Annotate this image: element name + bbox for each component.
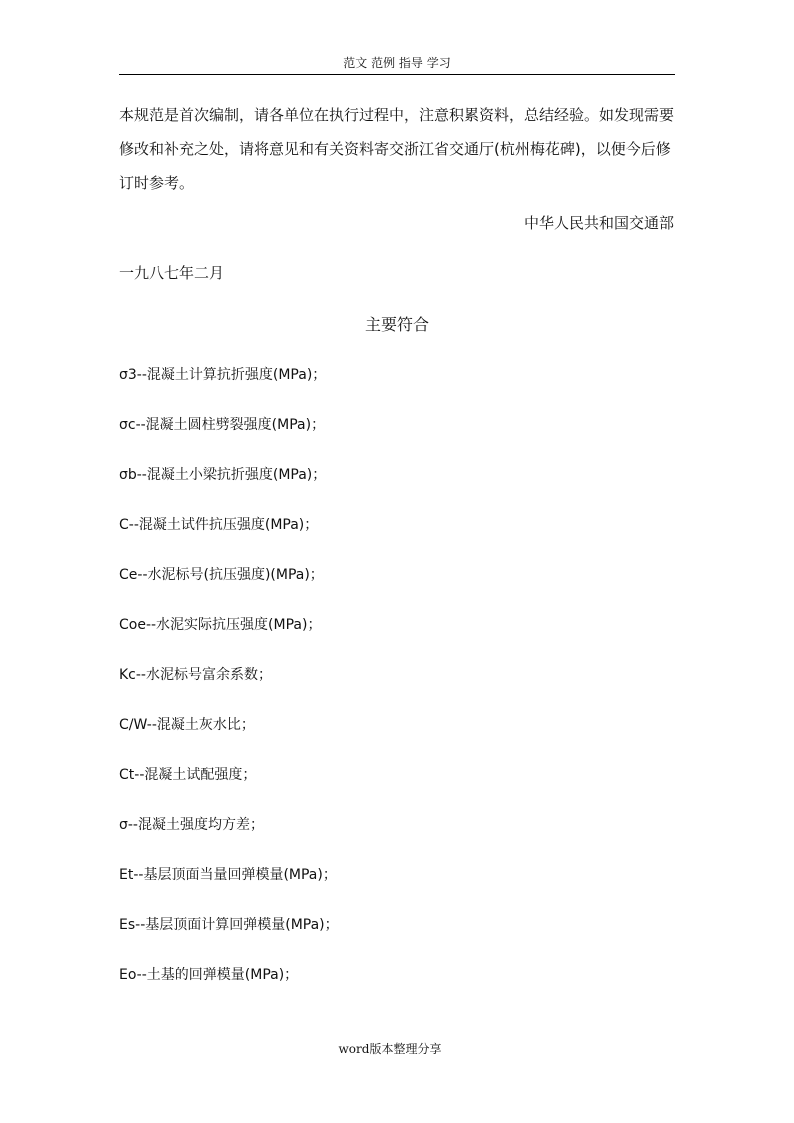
symbol-item: Es--基层顶面计算回弹模量(MPa)； — [119, 917, 339, 933]
symbol-item: σc--混凝土圆柱劈裂强度(MPa)； — [119, 417, 326, 433]
symbol-item: C/W--混凝土灰水比； — [119, 717, 255, 733]
symbol-item: σ--混凝土强度均方差； — [119, 817, 264, 833]
symbol-item: Kc--水泥标号富余系数； — [119, 667, 272, 683]
page-header — [119, 56, 675, 75]
symbol-item: Eo--土基的回弹模量(MPa)； — [119, 967, 299, 983]
signature-org: 中华人民共和国交通部 — [523, 214, 674, 232]
symbol-item: C--混凝土试件抗压强度(MPa)； — [119, 517, 319, 533]
header-text: 范文 范例 指导 学习 — [343, 56, 451, 70]
symbol-item: σb--混凝土小梁抗折强度(MPa)； — [119, 467, 327, 483]
page-footer: word版本整理分享 — [338, 1042, 442, 1056]
symbol-item: Ct--混凝土试配强度； — [119, 767, 257, 783]
signature-date: 一九八七年二月 — [119, 264, 225, 282]
symbol-item: Coe--水泥实际抗压强度(MPa)； — [119, 617, 322, 633]
symbol-item: Ce--水泥标号(抗压强度)(MPa)； — [119, 567, 324, 583]
symbol-list — [119, 362, 339, 1012]
section-title: 主要符合 — [364, 315, 429, 334]
symbol-item: Et--基层顶面当量回弹模量(MPa)； — [119, 867, 337, 883]
intro-paragraph: 本规范是首次编制，请各单位在执行过程中，注意积累资料，总结经验。如发现需要修改和补充之处，请将意见和有关资料寄交浙江省交通厅(杭州梅花碑)，以便今后修订时参考。 — [119, 106, 675, 192]
symbol-item: σ3--混凝土计算抗折强度(MPa)； — [119, 367, 327, 383]
